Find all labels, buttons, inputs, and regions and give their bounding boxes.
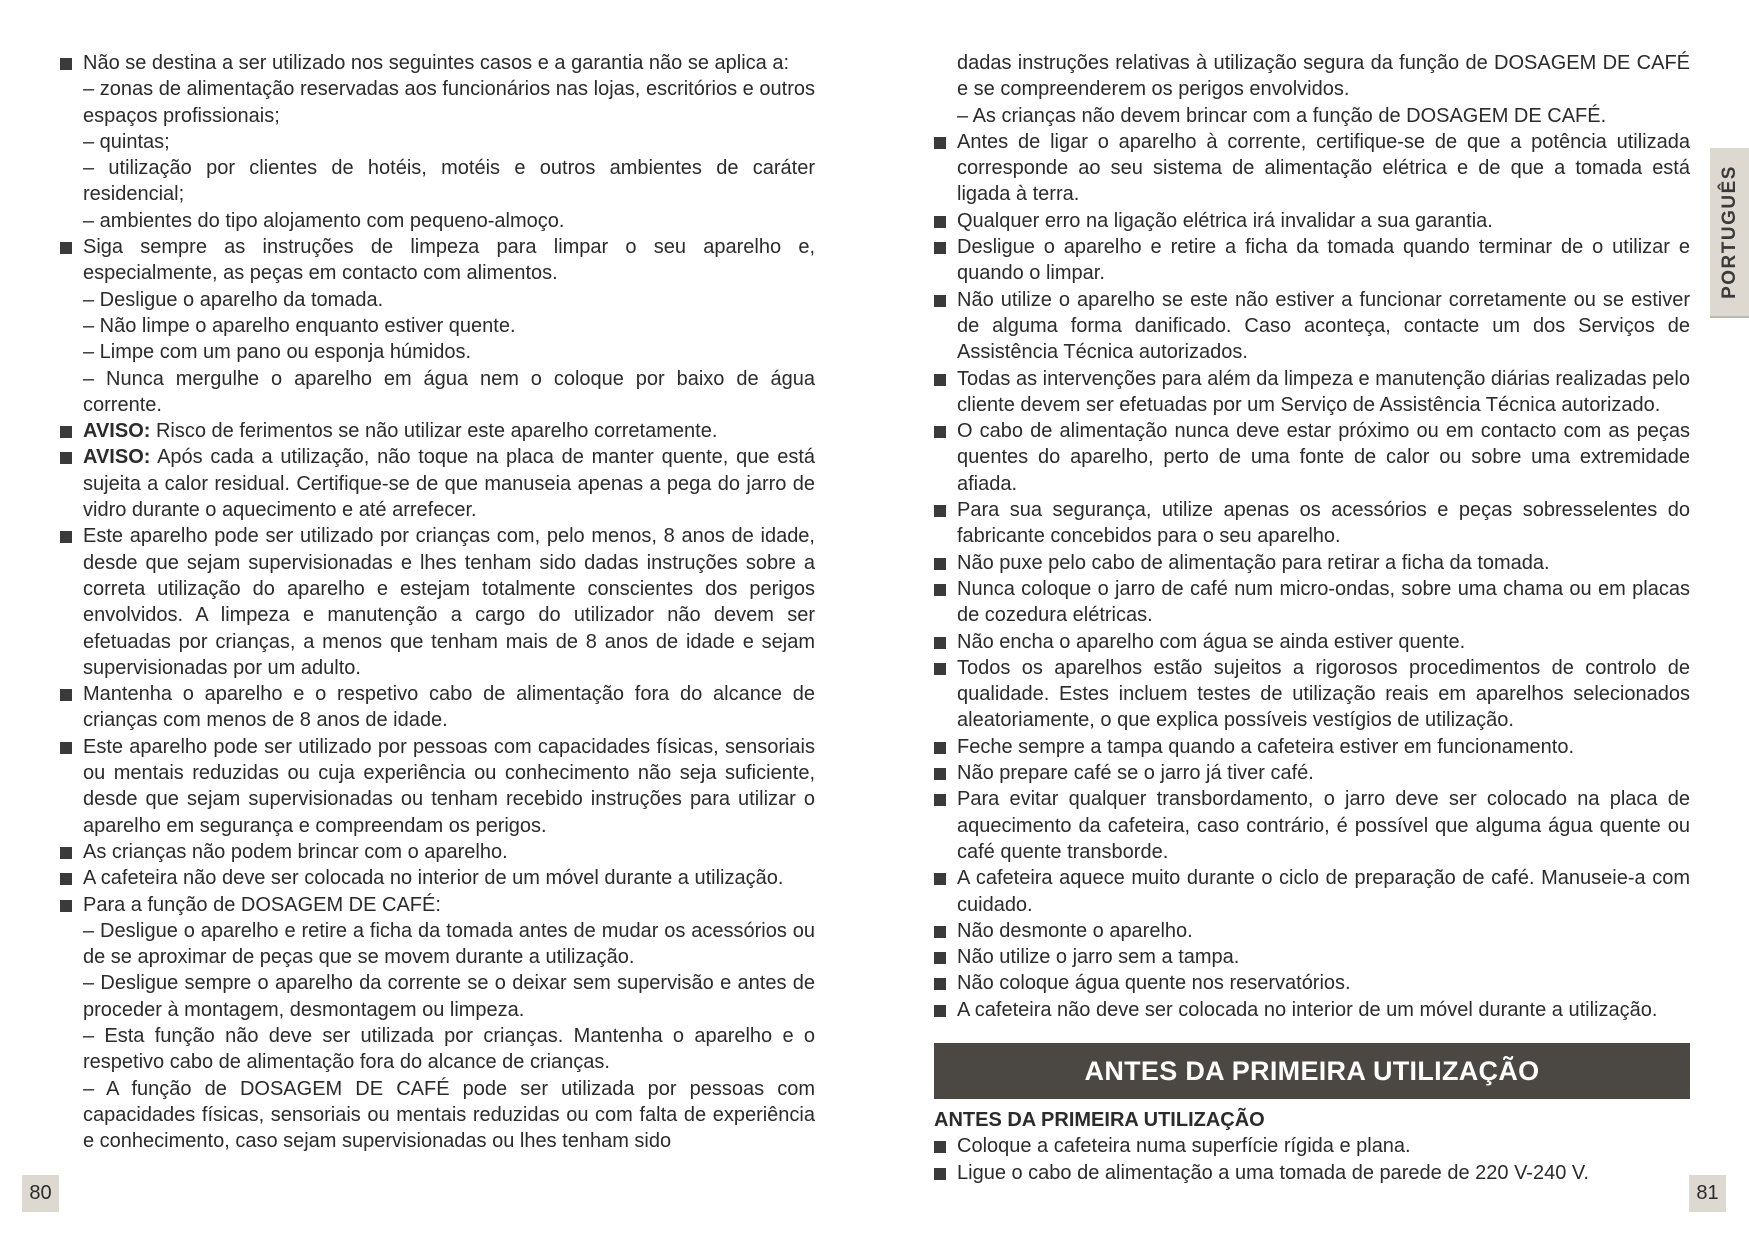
item-text: – Desligue o aparelho da tomada. bbox=[83, 288, 384, 311]
item-text: Nunca coloque o jarro de café num micro-ondas, sobre uma chama ou em placas de cozedura elétricas. bbox=[957, 577, 1690, 627]
item-text: Não encha o aparelho com água se ainda estiver quente. bbox=[957, 630, 1466, 653]
item-text: Não desmonte o aparelho. bbox=[957, 919, 1193, 942]
left-column bbox=[60, 50, 815, 1154]
item-text: – A função de DOSAGEM DE CAFÉ pode ser utilizada por pessoas com capacidades físicas, sensoriais ou mentais reduzidas ou com falta de experiência e conhecimento, caso sejam supervisionadas ou lhes tenham sido bbox=[83, 1077, 815, 1153]
bullet-item bbox=[934, 786, 1690, 865]
sub-item bbox=[60, 129, 815, 155]
sub-item bbox=[60, 366, 815, 419]
language-tab bbox=[1710, 148, 1749, 318]
bullet-item bbox=[934, 418, 1690, 497]
item-text: A cafeteira não deve ser colocada no interior de um móvel durante a utilização. bbox=[83, 867, 784, 890]
bullet-item bbox=[60, 234, 815, 287]
item-text: Para sua segurança, utilize apenas os acessórios e peças sobresselentes do fabricante concebidos para o seu aparelho. bbox=[957, 499, 1690, 548]
section-title-bar: ANTES DA PRIMEIRA UTILIZAÇÃO bbox=[934, 1043, 1690, 1099]
sub-item bbox=[60, 76, 815, 129]
item-text: Este aparelho pode ser utilizado por pessoas com capacidades físicas, sensoriais ou mentais reduzidas ou cuja experiência ou conhecimento não seja suficiente, desde que sejam supervisionadas ou tenham recebido instruções para utilizar o aparelho em segurança e compreendam os perigos. bbox=[83, 735, 815, 837]
item-text: – Limpe com um pano ou esponja húmidos. bbox=[83, 341, 472, 364]
item-text: Todas as intervenções para além da limpeza e manutenção diárias realizadas pelo cliente devem ser efetuadas por um Serviço de Assistência Técnica autorizado. bbox=[957, 367, 1690, 416]
bullet-item bbox=[934, 550, 1690, 576]
sub-item bbox=[60, 1023, 815, 1076]
bullet-item bbox=[60, 418, 815, 444]
item-text: Não utilize o jarro sem a tampa. bbox=[957, 946, 1240, 969]
sub-item bbox=[60, 208, 815, 234]
item-text: – Nunca mergulhe o aparelho em água nem o coloque por baixo de água corrente. bbox=[83, 367, 815, 416]
right-column bbox=[934, 50, 1690, 1186]
item-text: Antes de ligar o aparelho à corrente, certifique-se de que a potência utilizada corresponde ao seu sistema de alimentação elétrica e de que a tomada está ligada à terra. bbox=[957, 130, 1690, 206]
bullet-item bbox=[60, 444, 815, 523]
bullet-item bbox=[934, 129, 1690, 208]
item-text: Coloque a cafeteira numa superfície rígida e plana. bbox=[957, 1135, 1411, 1158]
item-text: – Desligue sempre o aparelho da corrente se o deixar sem supervisão e antes de proceder à montagem, desmontagem ou limpeza. bbox=[83, 972, 815, 1021]
sub-item bbox=[60, 313, 815, 339]
bullet-item bbox=[60, 839, 815, 865]
item-text: As crianças não podem brincar com o aparelho. bbox=[83, 840, 508, 863]
item-text: – ambientes do tipo alojamento com pequeno-almoço. bbox=[83, 209, 565, 232]
warning-label: AVISO: bbox=[83, 446, 151, 469]
sub-item bbox=[60, 287, 815, 313]
bullet-item bbox=[934, 1133, 1690, 1159]
item-text: – As crianças não devem brincar com a função de DOSAGEM DE CAFÉ. bbox=[957, 104, 1607, 127]
item-text: – quintas; bbox=[83, 130, 170, 153]
bullet-item bbox=[60, 50, 815, 76]
item-text: Este aparelho pode ser utilizado por crianças com, pelo menos, 8 anos de idade, desde que sejam supervisionadas e lhes tenham sido dadas instruções sobre a correta utilização do aparelho e estejam totalmente conscientes dos perigos envolvidos. A limpeza e manutenção a cargo do utilizador não devem ser efetuadas por crianças, a menos que tenham mais de 8 anos de idade e sejam supervisionadas por um adulto. bbox=[83, 525, 815, 679]
item-text: A cafeteira não deve ser colocada no interior de um móvel durante a utilização. bbox=[957, 998, 1658, 1021]
item-text: Para evitar qualquer transbordamento, o jarro deve ser colocado na placa de aquecimento da cafeteira, caso contrário, é possível que alguma água quente ou café quente transborde. bbox=[957, 788, 1690, 863]
bullet-item bbox=[934, 760, 1690, 786]
sub-item bbox=[60, 1076, 815, 1155]
item-text: Para a função de DOSAGEM DE CAFÉ: bbox=[83, 893, 441, 916]
item-text: Após cada a utilização, não toque na placa de manter quente, que está sujeita a calor residual. Certifique-se de que manuseia apenas a pega do jarro de vidro durante o aquecimento e até arrefecer. bbox=[83, 446, 815, 522]
item-text: Não coloque água quente nos reservatórios. bbox=[957, 972, 1351, 995]
item-text: – Desligue o aparelho e retire a ficha da tomada antes de mudar os acessórios ou de se aproximar de peças que se movem durante a utilização. bbox=[83, 919, 815, 969]
sub-item bbox=[60, 155, 815, 208]
bullet-item bbox=[934, 208, 1690, 234]
bullet-item bbox=[60, 734, 815, 839]
bullet-item bbox=[934, 576, 1690, 629]
language-tab-label: PORTUGUÊS bbox=[1718, 165, 1740, 299]
item-text: Siga sempre as instruções de limpeza para limpar o seu aparelho e, especialmente, as peças em contacto com alimentos. bbox=[83, 236, 815, 285]
bullet-item bbox=[934, 1160, 1690, 1186]
item-text: Não se destina a ser utilizado nos seguintes casos e a garantia não se aplica a: bbox=[83, 52, 789, 74]
bullet-item bbox=[934, 918, 1690, 944]
item-text: – Esta função não deve ser utilizada por crianças. Mantenha o aparelho e o respetivo cabo de alimentação fora do alcance de crianças. bbox=[83, 1024, 815, 1074]
warning-label: AVISO: bbox=[83, 420, 151, 443]
sub-item bbox=[60, 918, 815, 971]
bullet-item bbox=[934, 997, 1690, 1023]
sub-item bbox=[934, 103, 1690, 129]
bullet-item bbox=[60, 523, 815, 681]
item-text: O cabo de alimentação nunca deve estar próximo ou em contacto com as peças quentes do aparelho, perto de uma fonte de calor ou sobre uma extremidade afiada. bbox=[957, 420, 1690, 495]
item-text: dadas instruções relativas à utilização segura da função de DOSAGEM DE CAFÉ e se compreenderem os perigos envolvidos. bbox=[957, 52, 1690, 101]
bullet-item bbox=[934, 734, 1690, 760]
bullet-item bbox=[60, 681, 815, 734]
item-text: – zonas de alimentação reservadas aos funcionários nas lojas, escritórios e outros espaços profissionais; bbox=[83, 78, 815, 127]
item-text: Não utilize o aparelho se este não estiver a funcionar corretamente ou se estiver de alguma forma danificado. Caso aconteça, contacte um dos Serviços de Assistência Técnica autorizados. bbox=[957, 288, 1690, 364]
item-text: Todos os aparelhos estão sujeitos a rigorosos procedimentos de controlo de qualidade. Estes incluem testes de utilização reais em aparelhos selecionados aleatoriamente, o que explica possíveis vestígios de utilização. bbox=[957, 656, 1690, 732]
bullet-item bbox=[934, 944, 1690, 970]
section-subheading: ANTES DA PRIMEIRA UTILIZAÇÃO bbox=[934, 1108, 1265, 1131]
item-text: – Não limpe o aparelho enquanto estiver quente. bbox=[83, 314, 516, 337]
item-text: Mantenha o aparelho e o respetivo cabo de alimentação fora do alcance de crianças com menos de 8 anos de idade. bbox=[83, 683, 815, 732]
page-number-left: 80 bbox=[22, 1175, 59, 1212]
bullet-item bbox=[934, 629, 1690, 655]
item-text: Ligue o cabo de alimentação a uma tomada de parede de 220 V-240 V. bbox=[957, 1161, 1589, 1184]
sub-item bbox=[60, 339, 815, 365]
page-number-right: 81 bbox=[1689, 1175, 1726, 1212]
bullet-item bbox=[60, 865, 815, 891]
item-text: A cafeteira aquece muito durante o ciclo de preparação de café. Manuseie-a com cuidado. bbox=[957, 867, 1690, 916]
item-text: Desligue o aparelho e retire a ficha da tomada quando terminar de o utilizar e quando o limpar. bbox=[957, 236, 1690, 285]
bullet-item bbox=[934, 287, 1690, 366]
item-text: Feche sempre a tampa quando a cafeteira estiver em funcionamento. bbox=[957, 735, 1575, 758]
item-text: – utilização por clientes de hotéis, motéis e outros ambientes de caráter residencial; bbox=[83, 157, 815, 206]
bullet-item bbox=[934, 234, 1690, 287]
item-text: Qualquer erro na ligação elétrica irá invalidar a sua garantia. bbox=[957, 209, 1493, 232]
bullet-item bbox=[934, 865, 1690, 918]
item-text: Risco de ferimentos se não utilizar este aparelho corretamente. bbox=[150, 420, 718, 443]
item-text: Não prepare café se o jarro já tiver café. bbox=[957, 762, 1314, 785]
first-use-list bbox=[934, 1133, 1690, 1186]
sub-item bbox=[60, 970, 815, 1023]
bullet-item bbox=[934, 655, 1690, 734]
bullet-item bbox=[934, 970, 1690, 996]
bullet-item bbox=[60, 892, 815, 918]
bullet-item bbox=[934, 366, 1690, 419]
item-text: Não puxe pelo cabo de alimentação para retirar a ficha da tomada. bbox=[957, 551, 1550, 574]
right-safety-list bbox=[934, 50, 1690, 1023]
sub-item bbox=[934, 50, 1690, 103]
bullet-item bbox=[934, 497, 1690, 550]
